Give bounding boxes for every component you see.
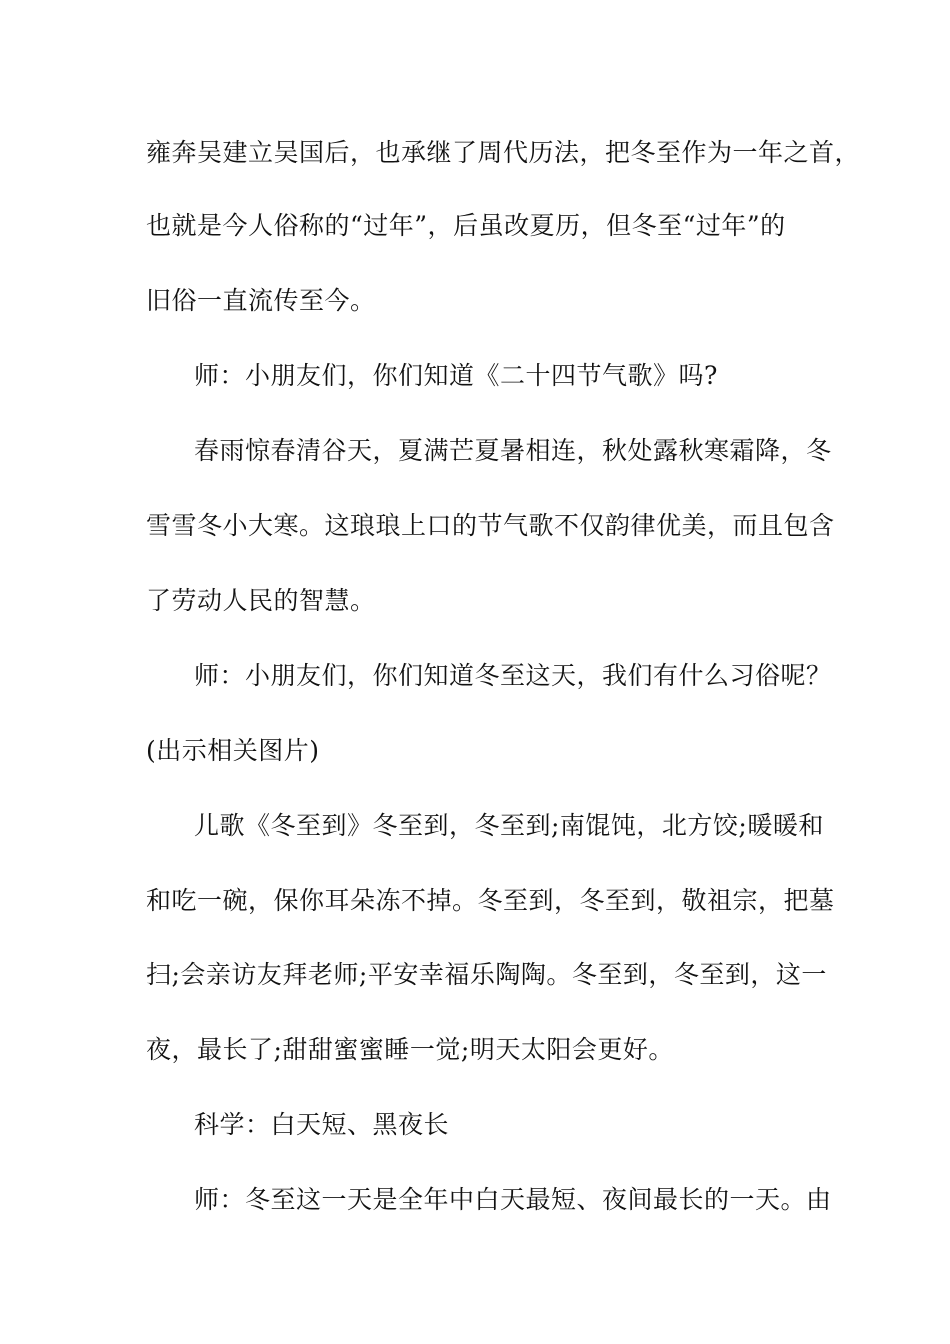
text-line: 儿歌《冬至到》冬至到，冬至到;南馄饨，北方饺;暖暖和 [194, 811, 824, 840]
section-heading: 科学：白天短、黑夜长 [194, 1110, 450, 1139]
text-line: 了劳动人民的智慧。 [146, 586, 376, 615]
text-line: 旧俗一直流传至今。 [146, 286, 376, 315]
text-line: 雪雪冬小大寒。这琅琅上口的节气歌不仅韵律优美，而且包含 [146, 511, 835, 540]
text-line: 扫;会亲访友拜老师;平安幸福乐陶陶。冬至到，冬至到，这一 [146, 960, 827, 989]
text-line: 春雨惊春清谷天，夏满芒夏暑相连，秋处露秋寒霜降，冬 [194, 436, 832, 465]
text-line: 师：小朋友们，你们知道冬至这天，我们有什么习俗呢？ [194, 661, 832, 690]
text-line: 雍奔吴建立吴国后，也承继了周代历法，把冬至作为一年之首， [146, 138, 861, 167]
text-line: 和吃一碗，保你耳朵冻不掉。冬至到，冬至到，敬祖宗，把墓 [146, 886, 835, 915]
text-line: (出示相关图片) [146, 736, 320, 765]
text-line: 也就是今人俗称的“过年”，后虽改夏历，但冬至“过年”的 [146, 211, 786, 240]
text-line: 夜，最长了;甜甜蜜蜜睡一觉;明天太阳会更好。 [146, 1035, 674, 1064]
text-line: 师：小朋友们，你们知道《二十四节气歌》吗? [194, 361, 718, 390]
text-line: 师：冬至这一天是全年中白天最短、夜间最长的一天。由 [194, 1185, 832, 1214]
